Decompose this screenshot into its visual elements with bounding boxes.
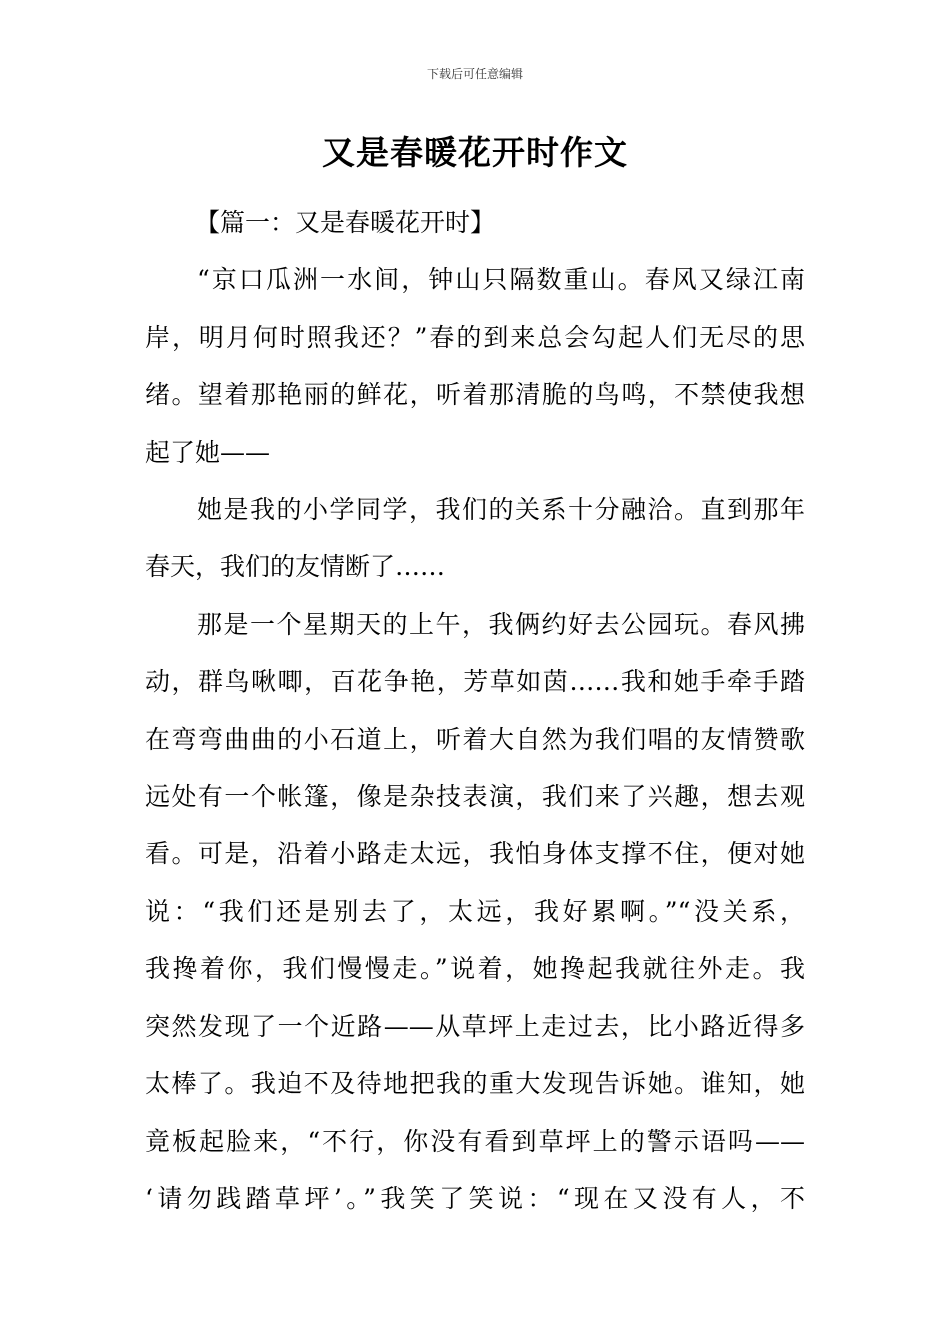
text-line: 绪。望着那艳丽的鲜花，听着那清脆的鸟鸣，不禁使我想	[145, 380, 805, 410]
text-line: “京口瓜洲一水间，钟山只隔数重山。春风又绿江南	[197, 265, 805, 295]
text-line: 春天，我们的友情断了……	[145, 552, 446, 582]
text-line: 起了她——	[145, 437, 271, 467]
text-line: 说：“我们还是别去了，太远，我好累啊。”“没关系，	[145, 896, 805, 926]
text-line: 那是一个星期天的上午，我俩约好去公园玩。春风拂	[197, 609, 805, 639]
document-body	[145, 194, 805, 1227]
document-title: 又是春暖花开时作文	[322, 133, 628, 172]
header-note: 下载后可任意编辑	[426, 67, 523, 81]
text-line: 太棒了。我迫不及待地把我的重大发现告诉她。谁知，她	[145, 1069, 805, 1099]
text-line: 竟板起脸来，“不行，你没有看到草坪上的警示语吗——	[145, 1126, 805, 1156]
text-line: 突然发现了一个近路——从草坪上走过去，比小路近得多	[145, 1011, 805, 1041]
text-line: 动，群鸟啾唧，百花争艳，芳草如茵……我和她手牵手踏	[145, 667, 805, 697]
text-line: 我搀着你，我们慢慢走。”说着，她搀起我就往外走。我	[145, 954, 805, 984]
text-line: ‘请勿践踏草坪’。”我笑了笑说：“现在又没有人，不	[145, 1183, 805, 1213]
text-line: 她是我的小学同学，我们的关系十分融洽。直到那年	[197, 495, 805, 525]
text-line: 在弯弯曲曲的小石道上，听着大自然为我们唱的友情赞歌	[145, 724, 805, 754]
text-line: 远处有一个帐篷，像是杂技表演，我们来了兴趣，想去观	[145, 782, 805, 812]
section-heading: 【篇一：又是春暖花开时】	[195, 208, 496, 237]
text-line: 看。可是，沿着小路走太远，我怕身体支撑不住，便对她	[145, 839, 805, 869]
text-line: 岸，明月何时照我还？”春的到来总会勾起人们无尽的思	[145, 322, 805, 352]
